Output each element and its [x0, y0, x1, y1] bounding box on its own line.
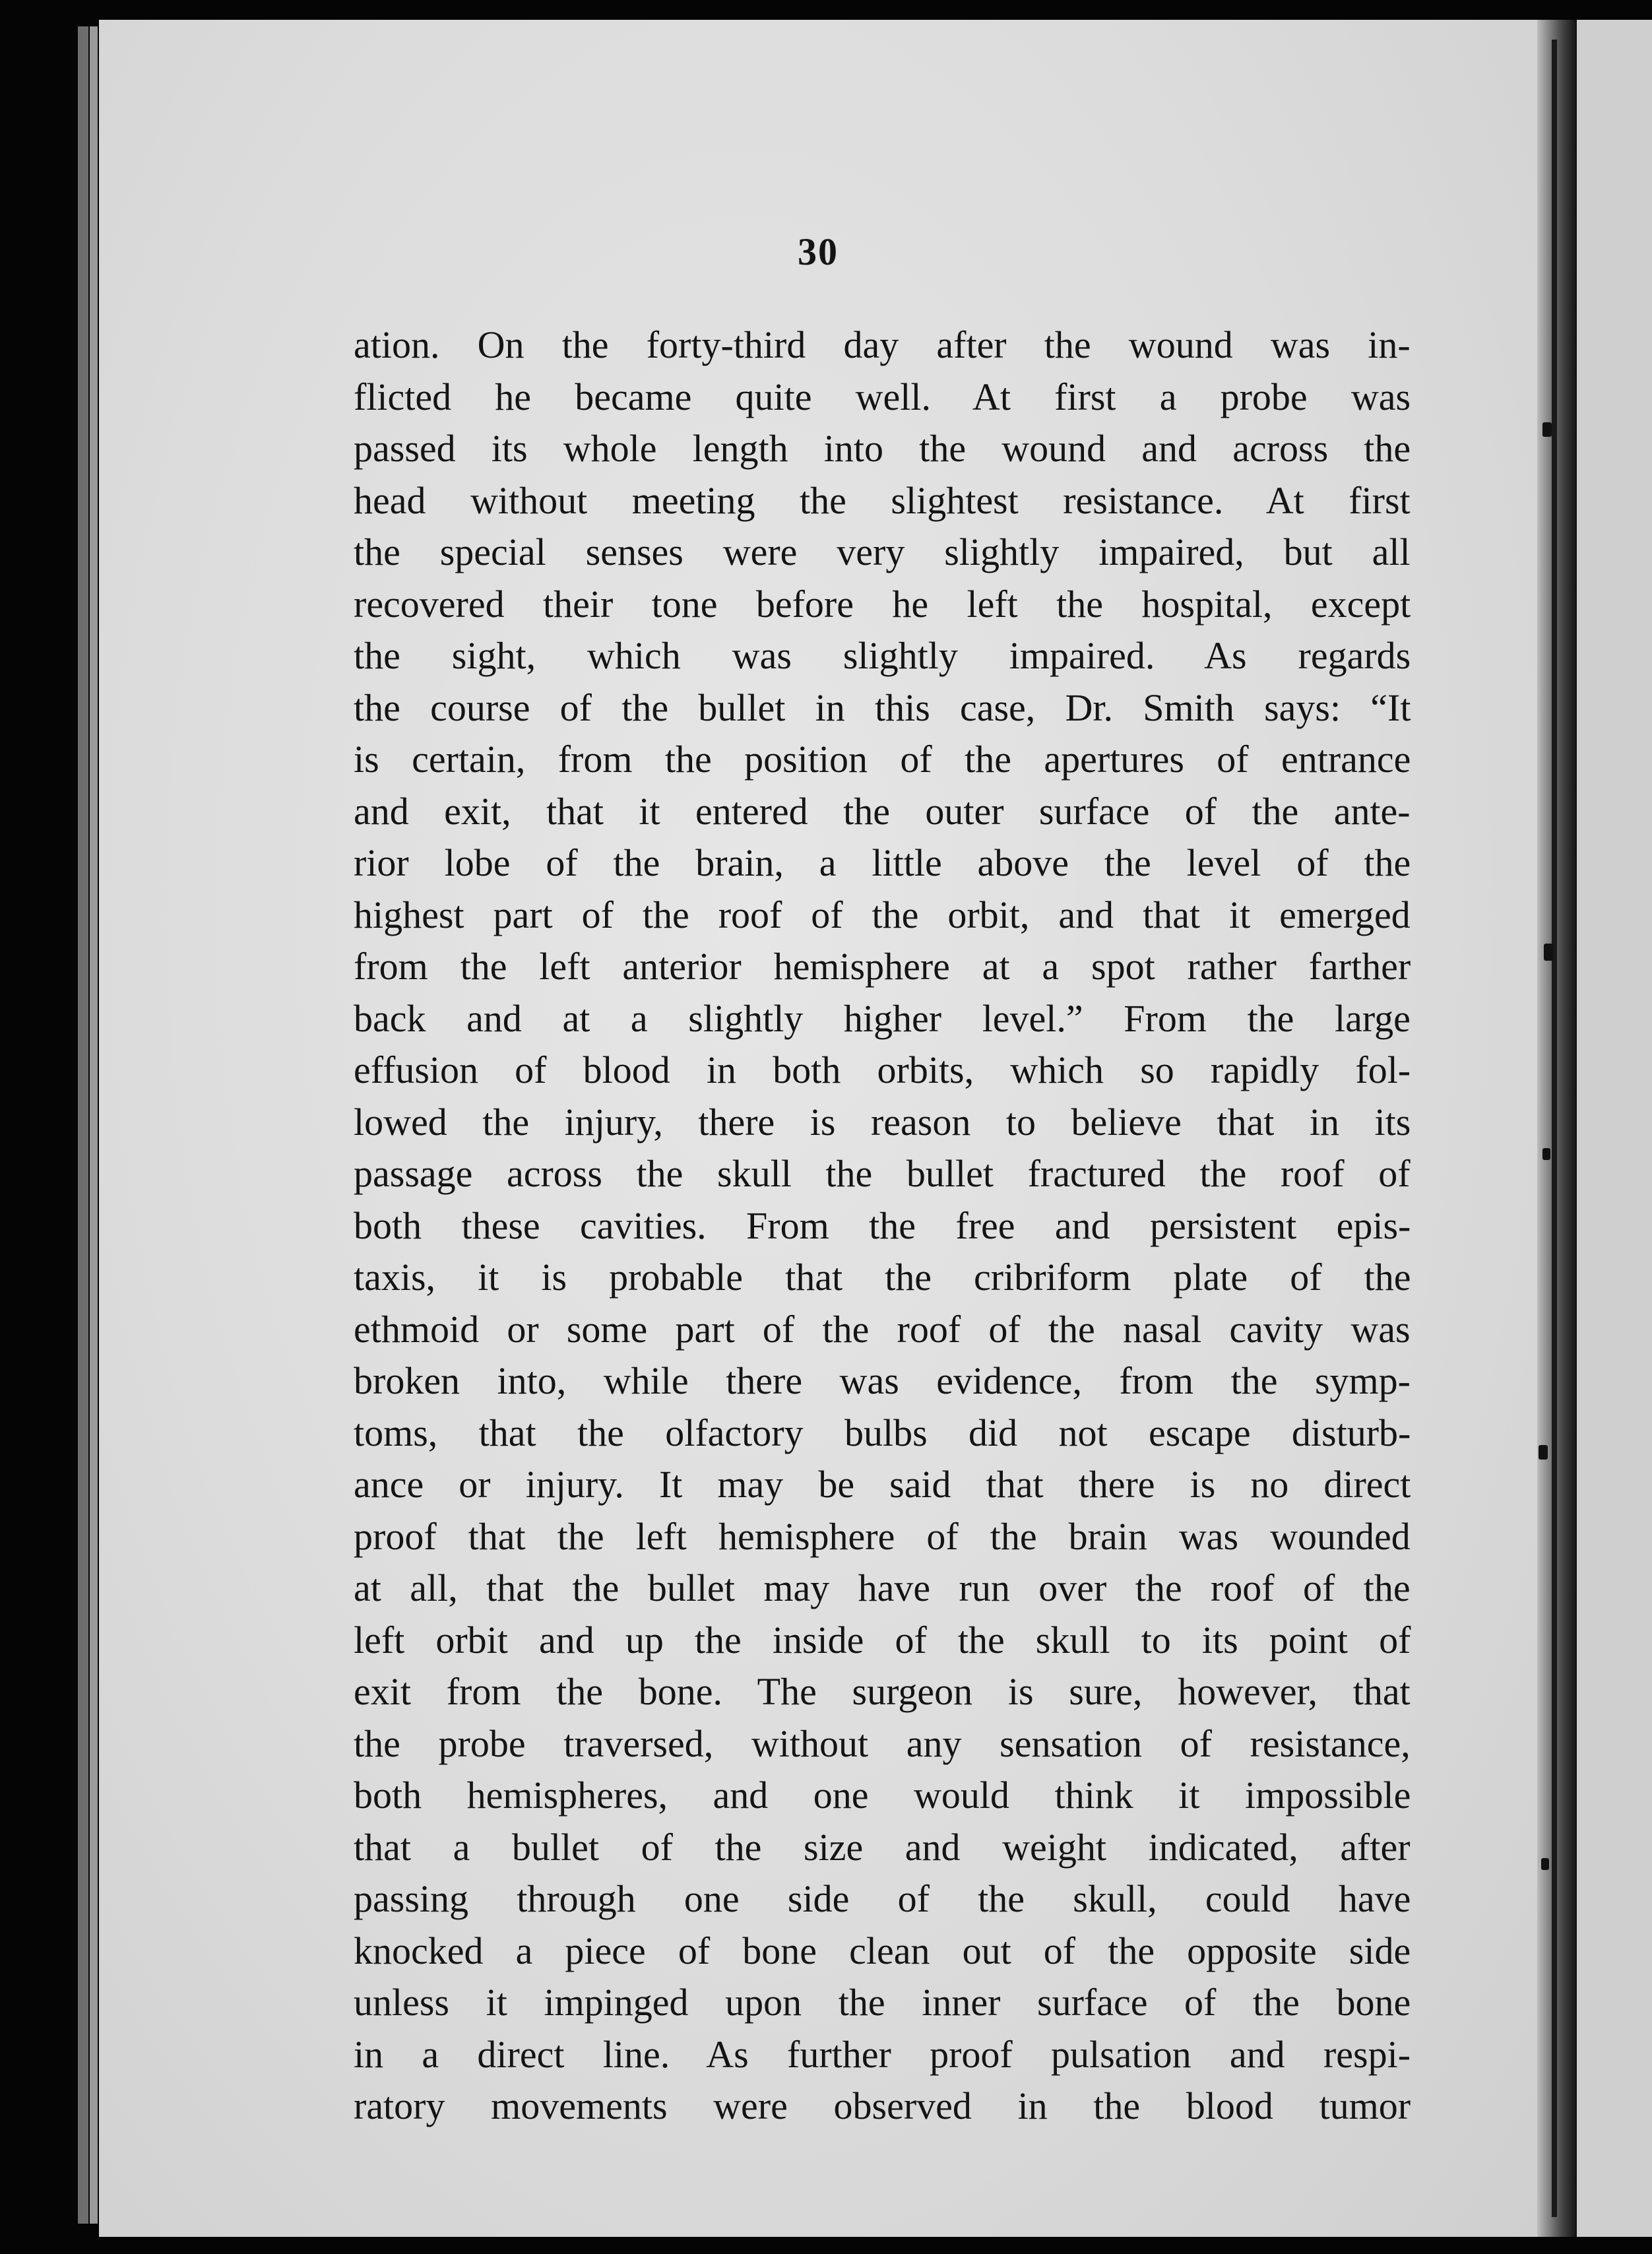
text-line: from the left anterior hemisphere at a spot rather farther: [354, 945, 1411, 988]
text-line: knocked a piece of bone clean out of the opposite side: [354, 1929, 1411, 1972]
text-line: ratory movements were observed in the blood tumor: [354, 2084, 1411, 2127]
text-line: at all, that the bullet may have run over the roof of the: [354, 1566, 1411, 1609]
text-line: exit from the bone. The surgeon is sure, however, that: [354, 1670, 1411, 1713]
page-number: 30: [798, 230, 839, 273]
text-line: is certain, from the position of the apertures of entrance: [354, 738, 1411, 781]
text-line: both hemispheres, and one would think it impossible: [354, 1774, 1411, 1817]
text-line: ethmoid or some part of the roof of the nasal cavity was: [354, 1307, 1411, 1351]
text-line: unless it impinged upon the inner surface of the bone: [354, 1981, 1411, 2024]
text-line: the sight, which was slightly impaired. As regards: [354, 634, 1411, 677]
text-line: toms, that the olfactory bulbs did not escape disturb-: [354, 1411, 1411, 1454]
text-line: back and at a slightly higher level.” From the large: [354, 996, 1411, 1040]
page-edge-left-outer: [78, 26, 88, 2224]
text-line: rior lobe of the brain, a little above the level of the: [354, 841, 1411, 884]
text-line: ation. On the forty-third day after the wound was in-: [354, 323, 1411, 366]
text-line: flicted he became quite well. At first a probe was: [354, 375, 1411, 418]
facing-page-edge: [1577, 20, 1652, 2237]
binding-shadow-line: [1552, 40, 1557, 2217]
text-line: head without meeting the slightest resistance. At first: [354, 478, 1411, 522]
gutter-speck: [1539, 1445, 1548, 1460]
text-line: broken into, while there was evidence, from the symp-: [354, 1359, 1411, 1402]
text-line: taxis, it is probable that the cribriform plate of the: [354, 1256, 1411, 1299]
text-line: both these cavities. From the free and persistent epis-: [354, 1204, 1411, 1247]
text-line: lowed the injury, there is reason to believe that in its: [354, 1100, 1411, 1143]
text-line: ance or injury. It may be said that there is no direct: [354, 1463, 1411, 1506]
text-line: recovered their tone before he left the hospital, except: [354, 582, 1411, 626]
page-edge-left-inner: [90, 26, 98, 2224]
text-line: passed its whole length into the wound and across the: [354, 427, 1411, 470]
text-line: effusion of blood in both orbits, which so rapidly fol-: [354, 1048, 1411, 1091]
text-line: the probe traversed, without any sensation of resistance,: [354, 1722, 1411, 1765]
text-line: passage across the skull the bullet fractured the roof of: [354, 1152, 1411, 1195]
text-line: proof that the left hemisphere of the brain was wounded: [354, 1514, 1411, 1558]
text-line: the special senses were very slightly impaired, but all: [354, 531, 1411, 573]
gutter-speck: [1544, 944, 1553, 961]
text-line: highest part of the roof of the orbit, and that it emerged: [354, 893, 1411, 936]
text-line: passing through one side of the skull, could have: [354, 1877, 1411, 1920]
text-line: in a direct line. As further proof pulsation and respi-: [354, 2032, 1411, 2076]
text-line: left orbit and up the inside of the skull to its point of: [354, 1618, 1411, 1661]
text-line: that a bullet of the size and weight indicated, after: [354, 1825, 1411, 1869]
book-page: [99, 20, 1537, 2237]
gutter-speck: [1542, 422, 1552, 437]
text-line: and exit, that it entered the outer surface of the ante-: [354, 789, 1411, 833]
gutter-speck: [1541, 1858, 1549, 1870]
gutter-speck: [1542, 1148, 1550, 1160]
text-line: the course of the bullet in this case, Dr. Smith says: “It: [354, 686, 1411, 729]
body-text: [354, 319, 1411, 2133]
binding-gutter: [1537, 20, 1577, 2237]
